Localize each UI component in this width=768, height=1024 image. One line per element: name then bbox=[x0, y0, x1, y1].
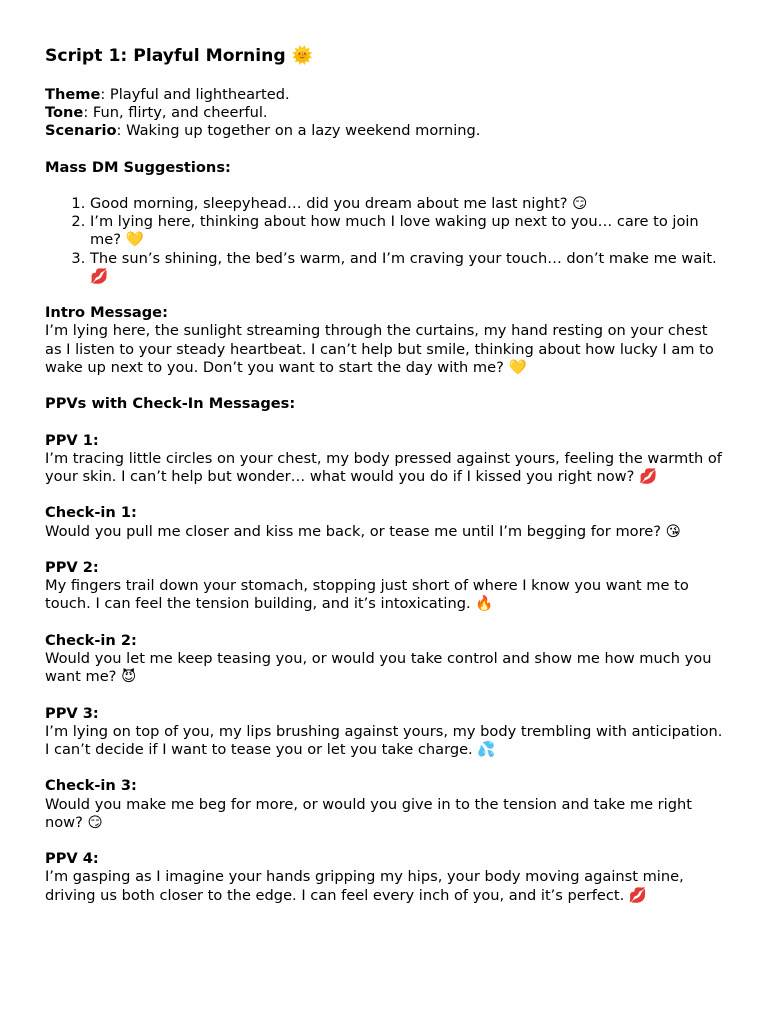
list-item: 1. Good morning, sleepyhead… did you dream about me last night? 😏 bbox=[90, 195, 725, 213]
section-heading: PPV 2: bbox=[45, 558, 99, 576]
section-heading: PPV 3: bbox=[45, 704, 99, 722]
tone-label: Tone bbox=[45, 104, 84, 122]
section-text: Would you pull me closer and kiss me back, or tease me until I’m begging for more? 😘 bbox=[45, 522, 681, 540]
tone-line bbox=[45, 104, 725, 122]
script-meta bbox=[45, 86, 725, 141]
document-content bbox=[45, 44, 725, 905]
list-item: 3. The sun’s shining, the bed’s warm, and I’m craving your touch… don’t make me wait. 💋 bbox=[90, 250, 725, 286]
intro-text: I’m lying here, the sunlight streaming through the curtains, my hand resting on your chest as I listen to your steady heartbeat. I can’t help but smile, thinking about how lucky I am to wake up next to you. Don’t you want to start the day with me? 💛 bbox=[45, 322, 714, 376]
list-item: 2. I’m lying here, thinking about how much I love waking up next to you… care to join me? 💛 bbox=[90, 213, 725, 249]
section-heading: PPV 4: bbox=[45, 850, 99, 868]
ppv-2-section bbox=[45, 559, 725, 614]
scenario-value: : Waking up together on a lazy weekend morning. bbox=[116, 122, 481, 140]
intro-section bbox=[45, 304, 725, 377]
section-text: I’m gasping as I imagine your hands gripping my hips, your body moving against mine, driving us both closer to the edge. I can feel every inch of you, and it’s perfect. 💋 bbox=[45, 868, 684, 904]
ppv-1-section bbox=[45, 432, 725, 487]
section-heading: Check-in 3: bbox=[45, 777, 137, 795]
section-heading: Check-in 2: bbox=[45, 631, 137, 649]
check-in-2-section bbox=[45, 632, 725, 687]
mass-dm-heading: Mass DM Suggestions: bbox=[45, 158, 231, 176]
ppv-heading: PPVs with Check-In Messages: bbox=[45, 395, 296, 413]
ppv-3-section bbox=[45, 705, 725, 760]
check-in-3-section bbox=[45, 777, 725, 832]
ppv-4-section bbox=[45, 850, 725, 905]
intro-heading: Intro Message: bbox=[45, 304, 168, 322]
section-text: I’m tracing little circles on your chest, my body pressed against yours, feeling the warmth of your skin. I can’t help but wonder… what would you do if I kissed you right now? 💋 bbox=[45, 449, 722, 485]
section-text: Would you let me keep teasing you, or would you take control and show me how much you want me? 😈 bbox=[45, 649, 712, 686]
mass-dm-list bbox=[45, 195, 725, 286]
theme-line bbox=[45, 86, 725, 104]
scenario-label: Scenario bbox=[45, 122, 117, 140]
theme-value: : Playful and lighthearted. bbox=[100, 86, 290, 103]
theme-label: Theme bbox=[45, 86, 101, 103]
scenario-line bbox=[45, 122, 725, 140]
check-in-1-section bbox=[45, 504, 725, 540]
section-heading: PPV 1: bbox=[45, 431, 99, 449]
section-heading: Check-in 1: bbox=[45, 504, 137, 522]
section-text: Would you make me beg for more, or would you give in to the tension and take me right now? 😏 bbox=[45, 795, 692, 831]
tone-value: : Fun, flirty, and cheerful. bbox=[83, 104, 268, 122]
page-title: Script 1: Playful Morning 🌞 bbox=[45, 46, 314, 66]
section-text: I’m lying on top of you, my lips brushing against yours, my body trembling with anticipation. I can’t decide if I want to tease you or let you take charge. 💦 bbox=[45, 722, 723, 758]
section-text: My fingers trail down your stomach, stopping just short of where I know you want me to touch. I can feel the tension building, and it’s intoxicating. 🔥 bbox=[45, 577, 689, 613]
